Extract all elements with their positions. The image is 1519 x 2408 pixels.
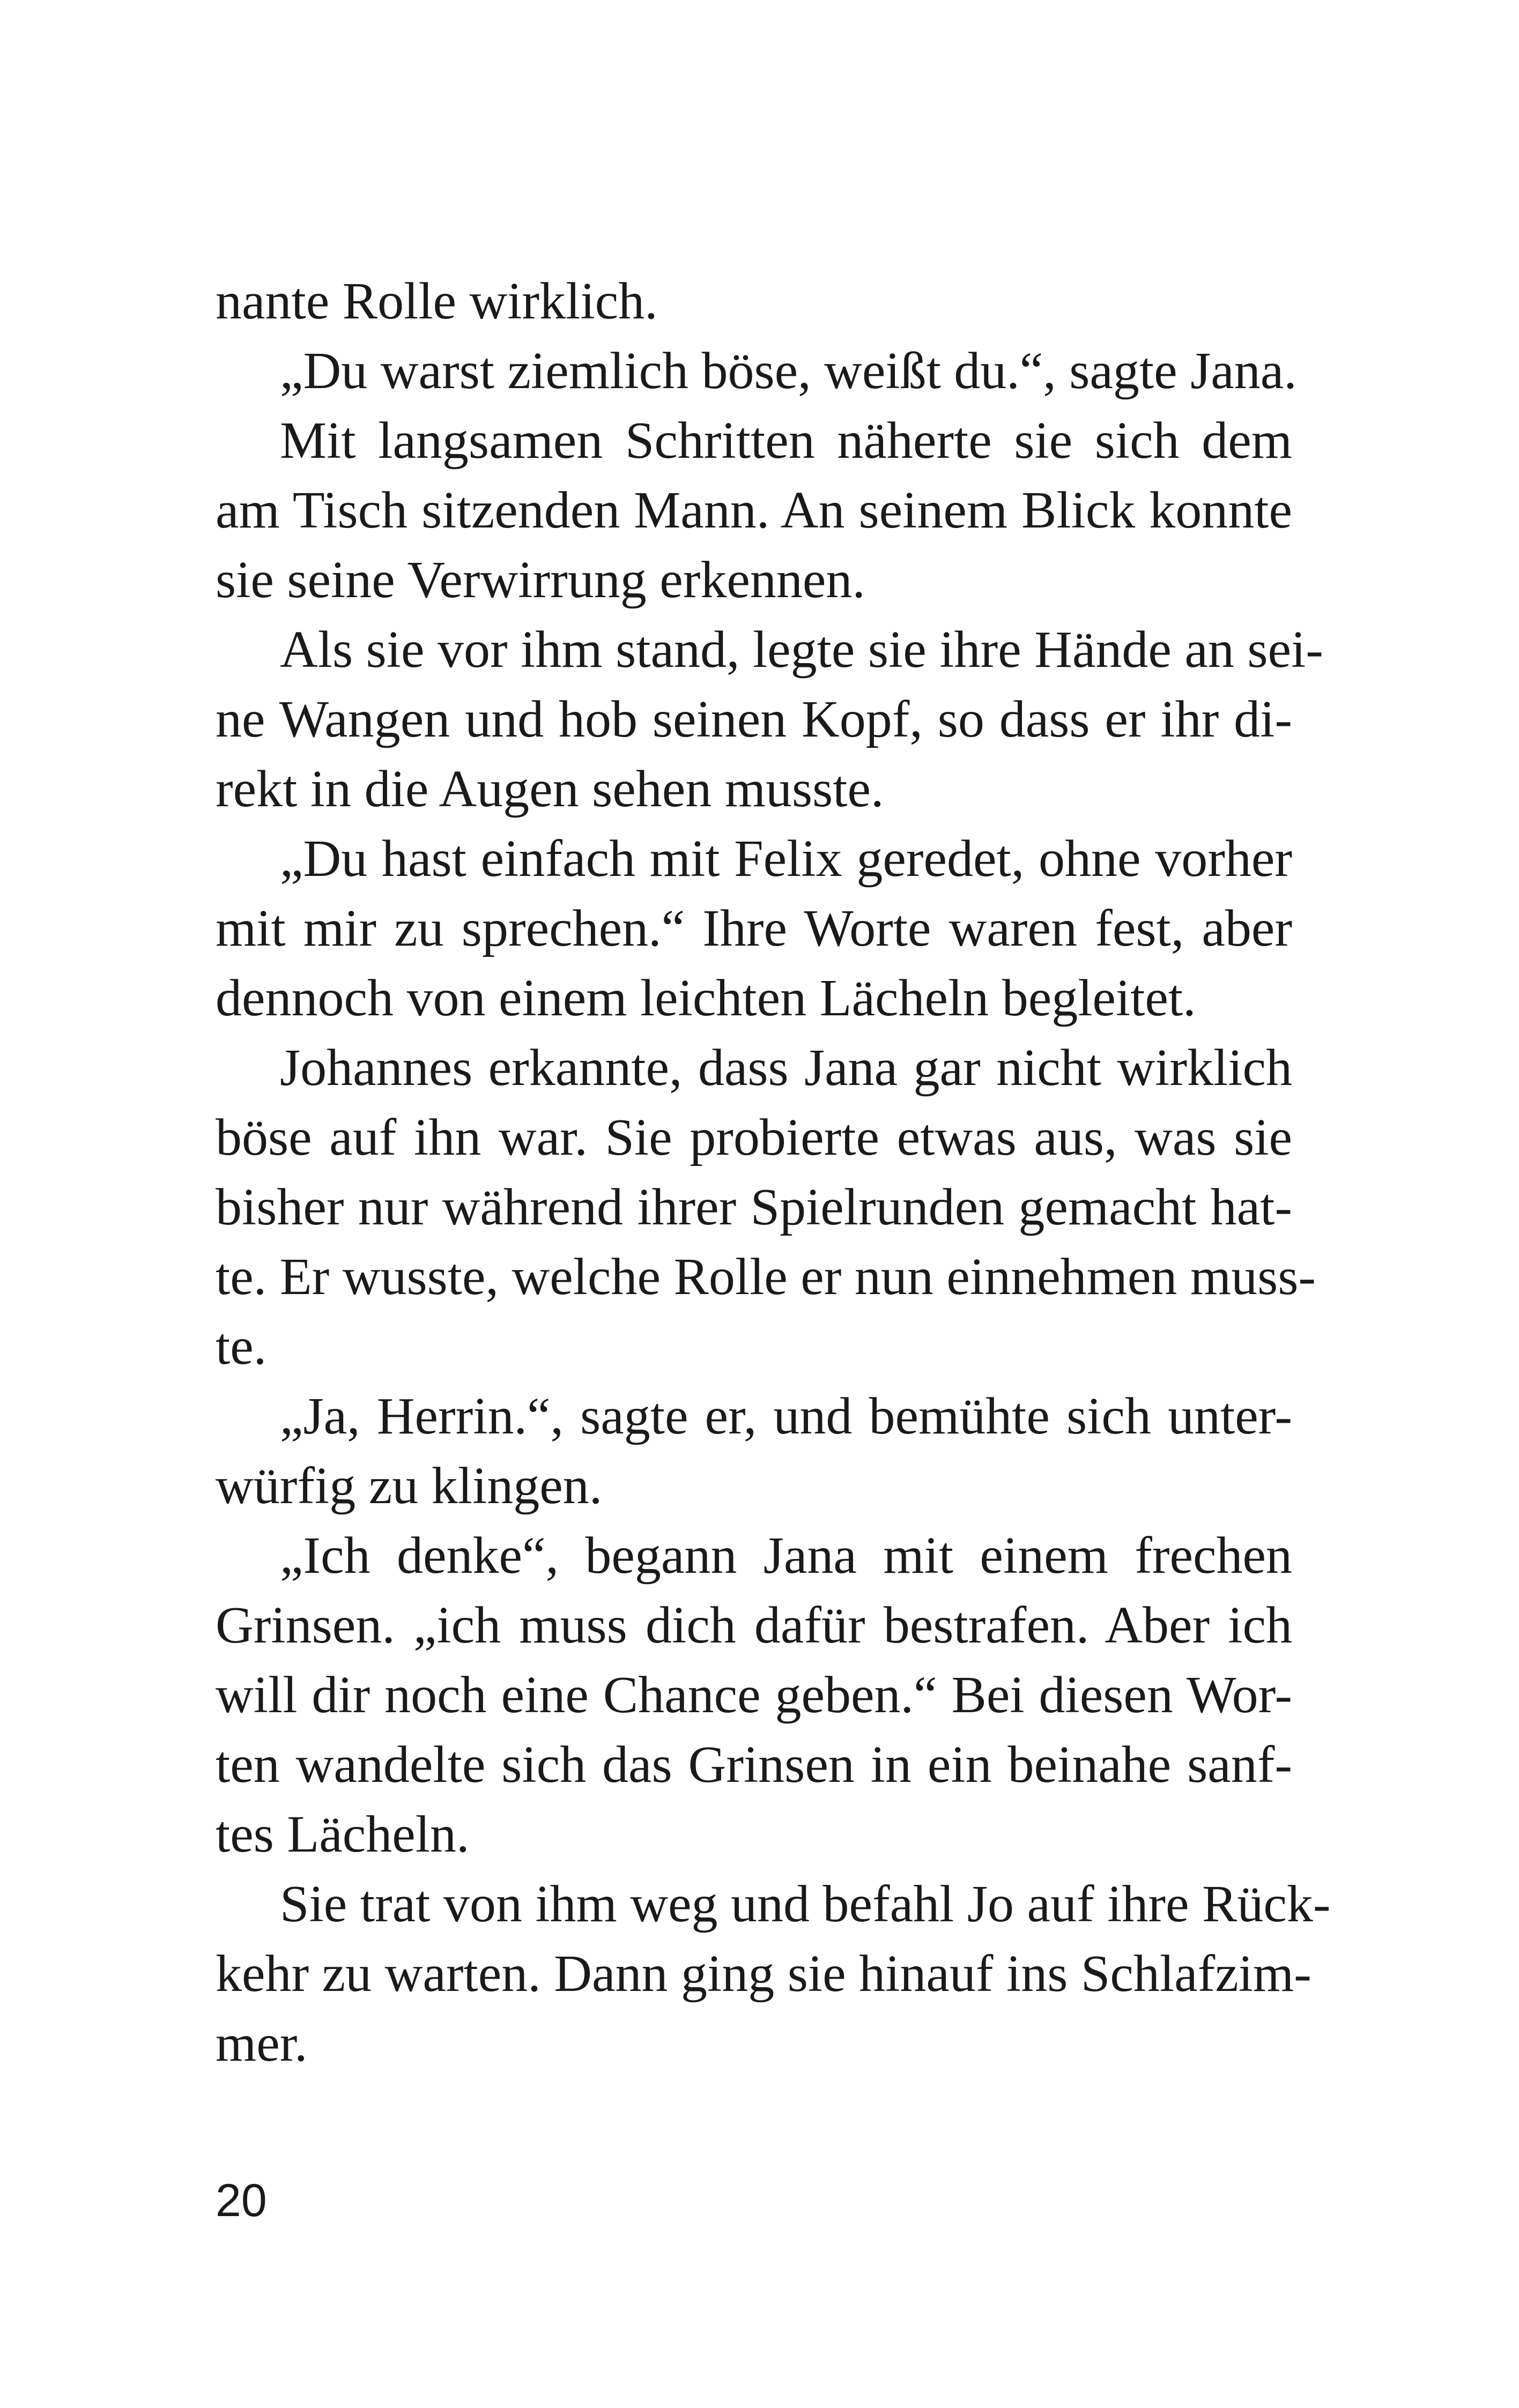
- text-line: „Du warst ziemlich böse, weißt du.“, sagte Jana.: [280, 342, 1297, 400]
- text-line: Mit langsamen Schritten näherte sie sich dem: [280, 412, 1292, 470]
- text-line: te.: [216, 1318, 267, 1376]
- text-line: te. Er wusste, welche Rolle er nun einnehmen muss-: [216, 1248, 1316, 1306]
- text-line: Als sie vor ihm stand, legte sie ihre Hände an sei-: [280, 621, 1323, 679]
- text-line: Grinsen. „ich muss dich dafür bestrafen. Aber ich: [216, 1596, 1292, 1654]
- text-line: kehr zu warten. Dann ging sie hinauf ins Schlafzim-: [216, 1945, 1311, 2003]
- text-line: dennoch von einem leichten Lächeln begleitet.: [216, 969, 1196, 1027]
- text-line: würfig zu klingen.: [216, 1457, 603, 1515]
- text-line: mit mir zu sprechen.“ Ihre Worte waren fest, aber: [216, 900, 1292, 957]
- text-line: ne Wangen und hob seinen Kopf, so dass er ihr di-: [216, 690, 1292, 748]
- text-line: Johannes erkannte, dass Jana gar nicht wirklich: [280, 1039, 1292, 1097]
- text-line: „Ich denke“, begann Jana mit einem frechen: [280, 1527, 1292, 1585]
- text-line: bisher nur während ihrer Spielrunden gemacht hat-: [216, 1178, 1292, 1236]
- text-line: tes Lächeln.: [216, 1805, 470, 1863]
- text-line: rekt in die Augen sehen musste.: [216, 760, 884, 818]
- text-line: böse auf ihn war. Sie probierte etwas aus, was sie: [216, 1109, 1292, 1166]
- text-line: will dir noch eine Chance geben.“ Bei diesen Wor-: [216, 1666, 1292, 1724]
- text-line: mer.: [216, 2015, 308, 2072]
- text-line: sie seine Verwirrung erkennen.: [216, 551, 865, 609]
- text-line: am Tisch sitzenden Mann. An seinem Blick konnte: [216, 481, 1292, 539]
- text-line: „Du hast einfach mit Felix geredet, ohne vorher: [280, 830, 1292, 888]
- text-line: nante Rolle wirklich.: [216, 272, 658, 330]
- text-line: ten wandelte sich das Grinsen in ein beinahe sanf-: [216, 1736, 1292, 1794]
- text-line: Sie trat von ihm weg und befahl Jo auf ihre Rück-: [280, 1875, 1331, 1933]
- text-line: „Ja, Herrin.“, sagte er, und bemühte sich unter-: [280, 1387, 1292, 1445]
- page-number: 20: [216, 2175, 267, 2226]
